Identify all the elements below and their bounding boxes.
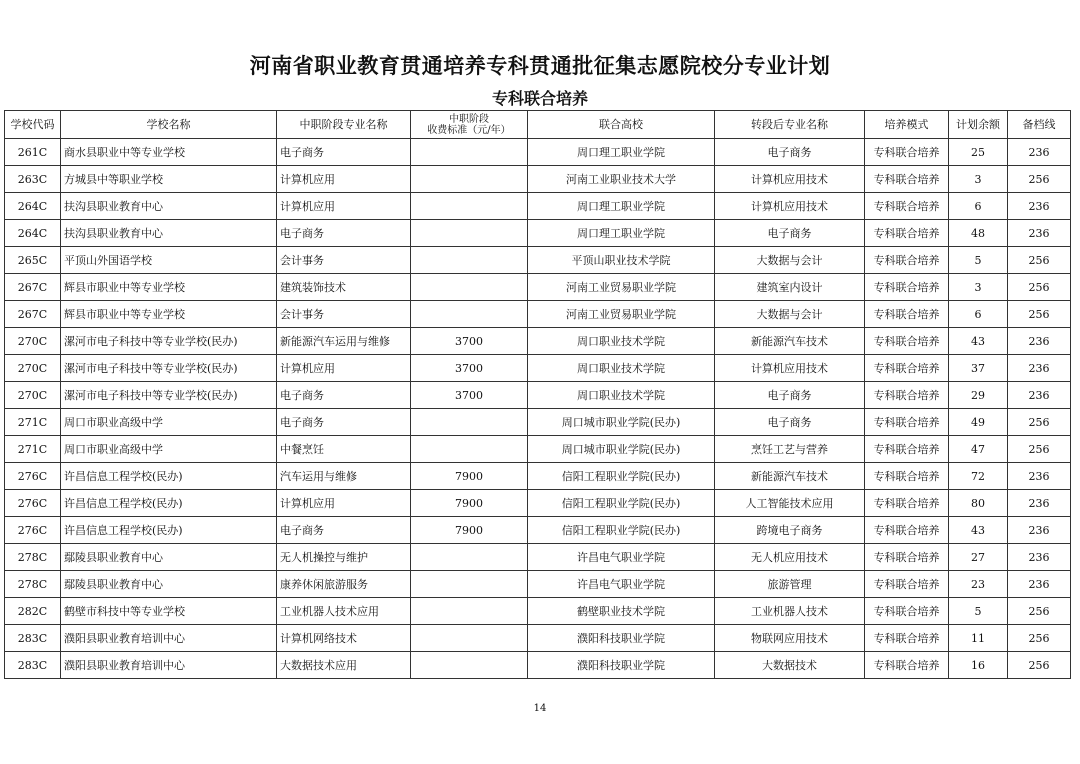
- cell-major: 康养休闲旅游服务: [277, 571, 411, 598]
- cell-partner-college: 河南工业职业技术大学: [528, 166, 715, 193]
- cell-partner-college: 平顶山职业技术学院: [528, 247, 715, 274]
- cell-cutoff-score: 236: [1008, 220, 1071, 247]
- cell-school-name: 鄢陵县职业教育中心: [61, 571, 277, 598]
- table-row: [5, 436, 1071, 463]
- cell-new-major: 计算机应用技术: [715, 193, 865, 220]
- table-row: [5, 247, 1071, 274]
- cell-new-major: 计算机应用技术: [715, 355, 865, 382]
- table-row: [5, 409, 1071, 436]
- cell-partner-college: 周口理工职业学院: [528, 139, 715, 166]
- cell-partner-college: 周口城市职业学院(民办): [528, 409, 715, 436]
- cell-major: 电子商务: [277, 517, 411, 544]
- cell-cutoff-score: 256: [1008, 274, 1071, 301]
- cell-new-major: 人工智能技术应用: [715, 490, 865, 517]
- cell-school-name: 许昌信息工程学校(民办): [61, 490, 277, 517]
- table-header-row: [5, 111, 1071, 139]
- cell-school-name: 濮阳县职业教育培训中心: [61, 652, 277, 679]
- cell-training-mode: 专科联合培养: [865, 355, 949, 382]
- cell-new-major: 电子商务: [715, 220, 865, 247]
- cell-fee: [411, 139, 528, 166]
- cell-fee: [411, 220, 528, 247]
- header-partner-college: 联合高校: [528, 111, 715, 139]
- cell-new-major: 物联网应用技术: [715, 625, 865, 652]
- cell-school-name: 辉县市职业中等专业学校: [61, 274, 277, 301]
- enrollment-plan-table: [4, 110, 1071, 679]
- cell-school-name: 漯河市电子科技中等专业学校(民办): [61, 382, 277, 409]
- cell-cutoff-score: 236: [1008, 571, 1071, 598]
- cell-fee: [411, 571, 528, 598]
- header-cutoff-score: 备档线: [1008, 111, 1071, 139]
- cell-school-code: 267C: [5, 274, 61, 301]
- cell-fee: [411, 544, 528, 571]
- cell-new-major: 新能源汽车技术: [715, 328, 865, 355]
- cell-remaining-quota: 5: [949, 598, 1008, 625]
- cell-partner-college: 周口职业技术学院: [528, 328, 715, 355]
- header-fee: [411, 111, 528, 139]
- cell-training-mode: 专科联合培养: [865, 517, 949, 544]
- cell-school-code: 270C: [5, 355, 61, 382]
- cell-partner-college: 濮阳科技职业学院: [528, 625, 715, 652]
- table-row: [5, 139, 1071, 166]
- cell-partner-college: 周口城市职业学院(民办): [528, 436, 715, 463]
- cell-partner-college: 信阳工程职业学院(民办): [528, 490, 715, 517]
- table-row: [5, 463, 1071, 490]
- cell-training-mode: 专科联合培养: [865, 436, 949, 463]
- cell-fee: [411, 409, 528, 436]
- cell-school-code: 264C: [5, 193, 61, 220]
- table-row: [5, 301, 1071, 328]
- cell-school-code: 283C: [5, 625, 61, 652]
- cell-school-code: 271C: [5, 436, 61, 463]
- cell-cutoff-score: 236: [1008, 544, 1071, 571]
- cell-school-code: 264C: [5, 220, 61, 247]
- table-row: [5, 355, 1071, 382]
- cell-remaining-quota: 72: [949, 463, 1008, 490]
- cell-new-major: 旅游管理: [715, 571, 865, 598]
- header-fee-line1: 中职阶段: [449, 113, 489, 125]
- cell-training-mode: 专科联合培养: [865, 220, 949, 247]
- cell-partner-college: 许昌电气职业学院: [528, 544, 715, 571]
- cell-fee: [411, 247, 528, 274]
- cell-school-name: 濮阳县职业教育培训中心: [61, 625, 277, 652]
- table-row: [5, 382, 1071, 409]
- table-body: [5, 139, 1071, 679]
- cell-remaining-quota: 48: [949, 220, 1008, 247]
- cell-school-code: 276C: [5, 517, 61, 544]
- cell-partner-college: 信阳工程职业学院(民办): [528, 463, 715, 490]
- cell-school-name: 鄢陵县职业教育中心: [61, 544, 277, 571]
- cell-partner-college: 河南工业贸易职业学院: [528, 274, 715, 301]
- cell-training-mode: 专科联合培养: [865, 571, 949, 598]
- cell-fee: 3700: [411, 355, 528, 382]
- cell-school-code: 270C: [5, 382, 61, 409]
- cell-training-mode: 专科联合培养: [865, 139, 949, 166]
- cell-fee: [411, 193, 528, 220]
- cell-school-code: 278C: [5, 544, 61, 571]
- cell-major: 会计事务: [277, 247, 411, 274]
- cell-remaining-quota: 27: [949, 544, 1008, 571]
- cell-new-major: 计算机应用技术: [715, 166, 865, 193]
- cell-training-mode: 专科联合培养: [865, 274, 949, 301]
- header-new-major: 转段后专业名称: [715, 111, 865, 139]
- table-row: [5, 517, 1071, 544]
- cell-partner-college: 河南工业贸易职业学院: [528, 301, 715, 328]
- cell-new-major: 无人机应用技术: [715, 544, 865, 571]
- cell-school-name: 扶沟县职业教育中心: [61, 193, 277, 220]
- cell-training-mode: 专科联合培养: [865, 490, 949, 517]
- cell-cutoff-score: 256: [1008, 166, 1071, 193]
- cell-major: 计算机应用: [277, 490, 411, 517]
- cell-training-mode: 专科联合培养: [865, 193, 949, 220]
- cell-major: 电子商务: [277, 409, 411, 436]
- cell-new-major: 建筑室内设计: [715, 274, 865, 301]
- cell-remaining-quota: 25: [949, 139, 1008, 166]
- cell-partner-college: 周口职业技术学院: [528, 355, 715, 382]
- cell-training-mode: 专科联合培养: [865, 625, 949, 652]
- cell-training-mode: 专科联合培养: [865, 382, 949, 409]
- cell-major: 电子商务: [277, 139, 411, 166]
- cell-major: 电子商务: [277, 220, 411, 247]
- cell-major: 计算机网络技术: [277, 625, 411, 652]
- cell-fee: 3700: [411, 382, 528, 409]
- cell-major: 计算机应用: [277, 166, 411, 193]
- cell-remaining-quota: 3: [949, 274, 1008, 301]
- cell-remaining-quota: 80: [949, 490, 1008, 517]
- header-fee-line2: 收费标准（元/年）: [427, 124, 511, 136]
- cell-school-code: 265C: [5, 247, 61, 274]
- cell-remaining-quota: 29: [949, 382, 1008, 409]
- cell-school-name: 扶沟县职业教育中心: [61, 220, 277, 247]
- cell-school-name: 漯河市电子科技中等专业学校(民办): [61, 355, 277, 382]
- cell-school-code: 276C: [5, 490, 61, 517]
- cell-school-code: 276C: [5, 463, 61, 490]
- cell-partner-college: 周口理工职业学院: [528, 220, 715, 247]
- cell-new-major: 新能源汽车技术: [715, 463, 865, 490]
- cell-school-name: 许昌信息工程学校(民办): [61, 517, 277, 544]
- cell-fee: 7900: [411, 490, 528, 517]
- cell-cutoff-score: 256: [1008, 436, 1071, 463]
- header-school-name: 学校名称: [61, 111, 277, 139]
- cell-partner-college: 周口职业技术学院: [528, 382, 715, 409]
- page-number: 14: [533, 703, 547, 714]
- cell-cutoff-score: 256: [1008, 652, 1071, 679]
- cell-major: 汽车运用与维修: [277, 463, 411, 490]
- cell-remaining-quota: 6: [949, 193, 1008, 220]
- cell-new-major: 大数据与会计: [715, 247, 865, 274]
- table-row: [5, 193, 1071, 220]
- cell-training-mode: 专科联合培养: [865, 247, 949, 274]
- cell-remaining-quota: 43: [949, 517, 1008, 544]
- table-row: [5, 598, 1071, 625]
- cell-fee: [411, 166, 528, 193]
- cell-fee: [411, 598, 528, 625]
- cell-partner-college: 鹤壁职业技术学院: [528, 598, 715, 625]
- cell-school-name: 平顶山外国语学校: [61, 247, 277, 274]
- cell-cutoff-score: 256: [1008, 598, 1071, 625]
- cell-new-major: 大数据技术: [715, 652, 865, 679]
- table-row: [5, 220, 1071, 247]
- header-school-code: 学校代码: [5, 111, 61, 139]
- cell-school-code: 282C: [5, 598, 61, 625]
- cell-remaining-quota: 47: [949, 436, 1008, 463]
- cell-training-mode: 专科联合培养: [865, 598, 949, 625]
- table-row: [5, 571, 1071, 598]
- cell-training-mode: 专科联合培养: [865, 544, 949, 571]
- cell-school-name: 漯河市电子科技中等专业学校(民办): [61, 328, 277, 355]
- cell-new-major: 电子商务: [715, 409, 865, 436]
- cell-cutoff-score: 256: [1008, 409, 1071, 436]
- cell-training-mode: 专科联合培养: [865, 328, 949, 355]
- cell-partner-college: 濮阳科技职业学院: [528, 652, 715, 679]
- table-row: [5, 328, 1071, 355]
- cell-fee: [411, 625, 528, 652]
- table-row: [5, 652, 1071, 679]
- cell-training-mode: 专科联合培养: [865, 301, 949, 328]
- cell-partner-college: 周口理工职业学院: [528, 193, 715, 220]
- cell-school-name: 周口市职业高级中学: [61, 409, 277, 436]
- cell-remaining-quota: 3: [949, 166, 1008, 193]
- table-row: [5, 166, 1071, 193]
- cell-major: 无人机操控与维护: [277, 544, 411, 571]
- cell-fee: [411, 436, 528, 463]
- table-row: [5, 625, 1071, 652]
- cell-cutoff-score: 236: [1008, 382, 1071, 409]
- cell-remaining-quota: 6: [949, 301, 1008, 328]
- cell-school-name: 鹤壁市科技中等专业学校: [61, 598, 277, 625]
- header-major: 中职阶段专业名称: [277, 111, 411, 139]
- cell-cutoff-score: 256: [1008, 247, 1071, 274]
- cell-remaining-quota: 23: [949, 571, 1008, 598]
- cell-partner-college: 许昌电气职业学院: [528, 571, 715, 598]
- page-title: 河南省职业教育贯通培养专科贯通批征集志愿院校分专业计划: [249, 53, 831, 78]
- cell-major: 会计事务: [277, 301, 411, 328]
- header-training-mode: 培养模式: [865, 111, 949, 139]
- cell-remaining-quota: 49: [949, 409, 1008, 436]
- cell-major: 工业机器人技术应用: [277, 598, 411, 625]
- cell-school-name: 周口市职业高级中学: [61, 436, 277, 463]
- cell-cutoff-score: 236: [1008, 328, 1071, 355]
- cell-major: 计算机应用: [277, 193, 411, 220]
- cell-cutoff-score: 236: [1008, 517, 1071, 544]
- cell-remaining-quota: 37: [949, 355, 1008, 382]
- cell-school-code: 263C: [5, 166, 61, 193]
- table-row: [5, 490, 1071, 517]
- cell-training-mode: 专科联合培养: [865, 409, 949, 436]
- cell-school-code: 271C: [5, 409, 61, 436]
- cell-training-mode: 专科联合培养: [865, 652, 949, 679]
- cell-training-mode: 专科联合培养: [865, 166, 949, 193]
- cell-major: 建筑装饰技术: [277, 274, 411, 301]
- cell-fee: 7900: [411, 463, 528, 490]
- cell-remaining-quota: 43: [949, 328, 1008, 355]
- cell-new-major: 电子商务: [715, 382, 865, 409]
- cell-new-major: 烹饪工艺与营养: [715, 436, 865, 463]
- cell-training-mode: 专科联合培养: [865, 463, 949, 490]
- cell-school-code: 278C: [5, 571, 61, 598]
- cell-school-name: 商水县职业中等专业学校: [61, 139, 277, 166]
- cell-school-code: 261C: [5, 139, 61, 166]
- cell-fee: 3700: [411, 328, 528, 355]
- cell-cutoff-score: 236: [1008, 139, 1071, 166]
- header-remaining-quota: 计划余额: [949, 111, 1008, 139]
- cell-cutoff-score: 236: [1008, 463, 1071, 490]
- cell-cutoff-score: 236: [1008, 193, 1071, 220]
- cell-new-major: 电子商务: [715, 139, 865, 166]
- cell-new-major: 工业机器人技术: [715, 598, 865, 625]
- table-row: [5, 544, 1071, 571]
- cell-school-name: 辉县市职业中等专业学校: [61, 301, 277, 328]
- page-subtitle: 专科联合培养: [491, 89, 588, 108]
- cell-fee: [411, 301, 528, 328]
- cell-fee: [411, 652, 528, 679]
- cell-major: 计算机应用: [277, 355, 411, 382]
- cell-major: 大数据技术应用: [277, 652, 411, 679]
- cell-remaining-quota: 16: [949, 652, 1008, 679]
- cell-new-major: 大数据与会计: [715, 301, 865, 328]
- cell-new-major: 跨境电子商务: [715, 517, 865, 544]
- cell-school-code: 270C: [5, 328, 61, 355]
- cell-fee: 7900: [411, 517, 528, 544]
- cell-school-code: 267C: [5, 301, 61, 328]
- cell-remaining-quota: 5: [949, 247, 1008, 274]
- cell-school-name: 许昌信息工程学校(民办): [61, 463, 277, 490]
- cell-cutoff-score: 256: [1008, 625, 1071, 652]
- table-row: [5, 274, 1071, 301]
- cell-school-code: 283C: [5, 652, 61, 679]
- cell-school-name: 方城县中等职业学校: [61, 166, 277, 193]
- cell-partner-college: 信阳工程职业学院(民办): [528, 517, 715, 544]
- cell-fee: [411, 274, 528, 301]
- cell-cutoff-score: 236: [1008, 490, 1071, 517]
- cell-cutoff-score: 236: [1008, 355, 1071, 382]
- cell-major: 中餐烹饪: [277, 436, 411, 463]
- cell-remaining-quota: 11: [949, 625, 1008, 652]
- cell-cutoff-score: 256: [1008, 301, 1071, 328]
- cell-major: 电子商务: [277, 382, 411, 409]
- cell-major: 新能源汽车运用与维修: [277, 328, 411, 355]
